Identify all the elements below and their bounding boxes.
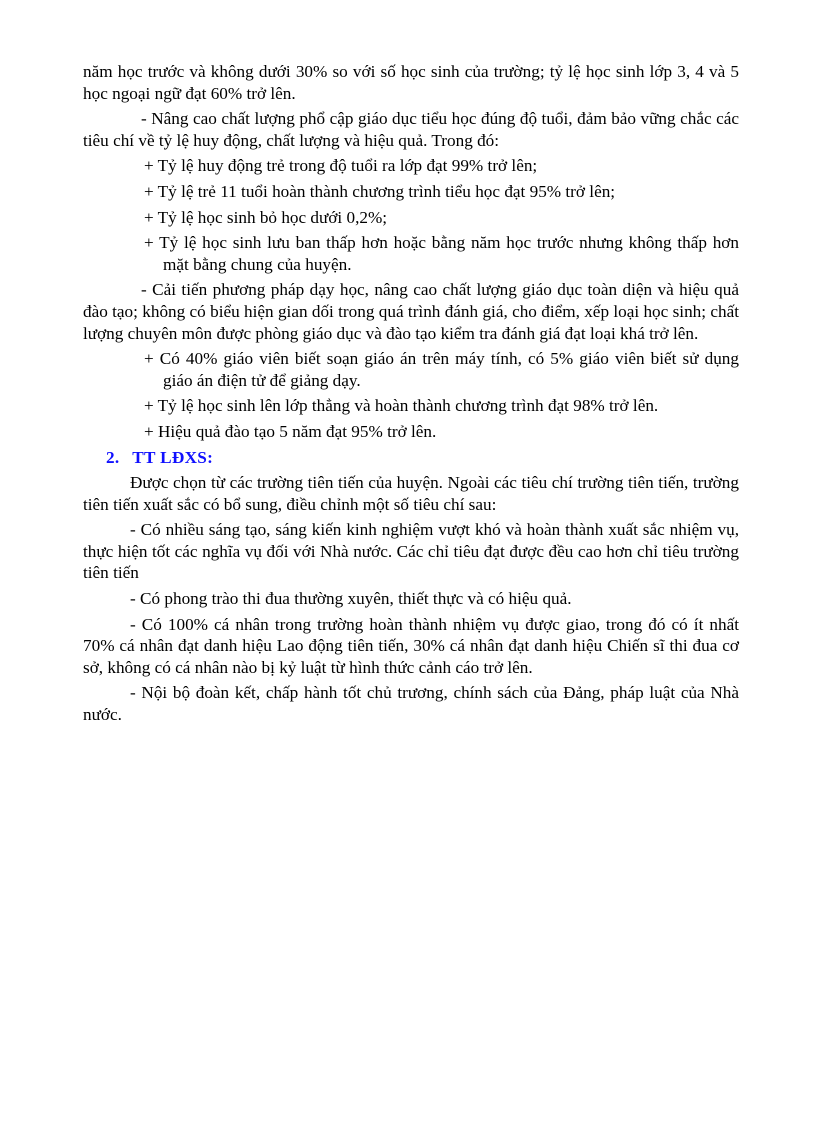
bullet-item: + Tỷ lệ trẻ 11 tuổi hoàn thành chương trình tiểu học đạt 95% trở lên; xyxy=(144,181,616,201)
paragraph-criterion: - Có nhiều sáng tạo, sáng kiến kinh nghiệm vượt khó và hoàn thành xuất sắc nhiệm vụ, thực hiện tốt các nghĩa vụ đối với Nhà nước. Các chỉ tiêu đạt được đều cao hơn chỉ tiêu trường tiên tiến xyxy=(83,520,739,583)
bullet-item: + Tỷ lệ huy động trẻ trong độ tuổi ra lớp đạt 99% trở lên; xyxy=(144,156,538,176)
bullet-item: + Hiệu quả đào tạo 5 năm đạt 95% trở lên. xyxy=(144,421,437,441)
bullet-item: + Tỷ lệ học sinh lưu ban thấp hơn hoặc bằng năm học trước nhưng không thấp hơn mặt bằng chung của huyện. xyxy=(144,233,739,274)
paragraph-continuation: năm học trước và không dưới 30% so với số học sinh của trường; tỷ lệ học sinh lớp 3, 4 và 5 học ngoại ngữ đạt 60% trở lên. xyxy=(83,62,739,103)
paragraph-criterion: - Nội bộ đoàn kết, chấp hành tốt chủ trương, chính sách của Đảng, pháp luật của Nhà nước. xyxy=(83,683,739,725)
bullet-item: + Tỷ lệ học sinh bỏ học dưới 0,2%; xyxy=(144,207,388,227)
paragraph-criterion: - Có 100% cá nhân trong trường hoàn thành nhiệm vụ được giao, trong đó có ít nhất 70% cá nhân đạt danh hiệu Lao động tiên tiến, 30% cá nhân đạt danh hiệu Chiến sĩ thi đua cơ sở, không có cá nhân nào bị kỷ luật từ hình thức cảnh cáo trở lên. xyxy=(83,614,739,677)
section-heading xyxy=(83,447,739,469)
bullet-item: + Có 40% giáo viên biết soạn giáo án trên máy tính, có 5% giáo viên biết sử dụng giáo án điện tử để giảng dạy. xyxy=(144,349,739,390)
section-heading-text: TT LĐXS: xyxy=(132,447,214,467)
bullet-item: + Tỷ lệ học sinh lên lớp thẳng và hoàn thành chương trình đạt 98% trở lên. xyxy=(144,396,659,416)
section-heading-number: 2. xyxy=(106,447,120,467)
paragraph-universalization: - Nâng cao chất lượng phổ cập giáo dục tiểu học đúng độ tuổi, đảm bảo vững chắc các tiêu chí về tỷ lệ huy động, chất lượng và hiệu quả. Trong đó: xyxy=(83,109,739,150)
paragraph-selection: Được chọn từ các trường tiên tiến của huyện. Ngoài các tiêu chí trường tiên tiến, trường tiên tiến xuất sắc có bổ sung, điều chỉnh một số tiêu chí sau: xyxy=(83,473,739,514)
document-body xyxy=(83,61,739,726)
paragraph-criterion: - Có phong trào thi đua thường xuyên, thiết thực và có hiệu quả. xyxy=(130,589,572,609)
paragraph-teaching-methods: - Cải tiến phương pháp dạy học, nâng cao chất lượng giáo dục toàn diện và hiệu quả đào tạo; không có biểu hiện gian dối trong quá trình đánh giá, cho điểm, xếp loại học sinh; chất lượng chuyên môn được phòng giáo dục và đào tạo kiểm tra đánh giá đạt loại khá trở lên. xyxy=(83,280,739,343)
